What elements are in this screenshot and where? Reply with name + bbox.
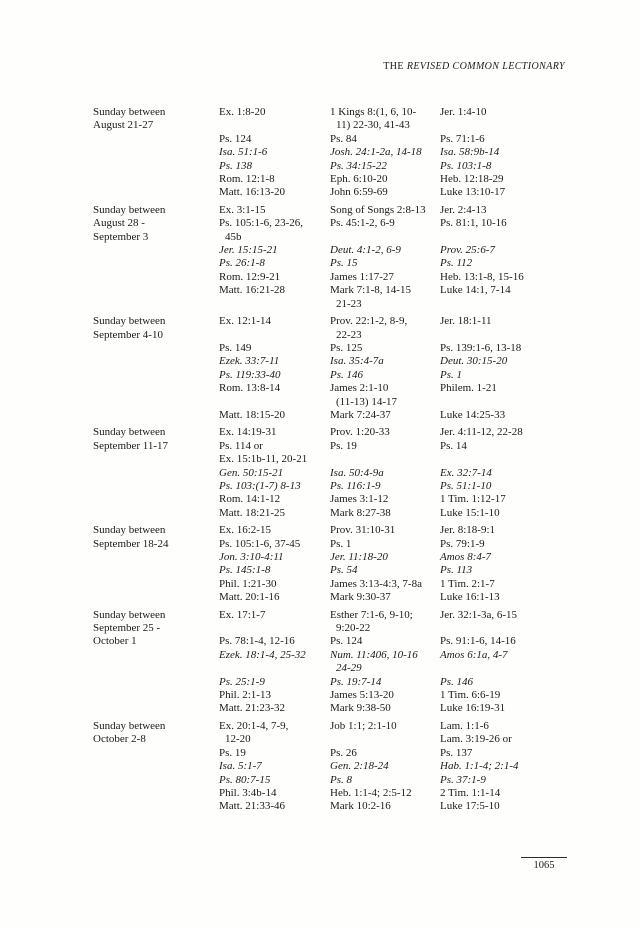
- reading-line: Ps. 105:1-6, 37-45: [219, 537, 301, 550]
- lectionary-row: [93, 720, 600, 814]
- date-line: October 1: [93, 635, 137, 648]
- date-line: September 18-24: [93, 537, 169, 550]
- reading-line: Ps. 1: [440, 368, 462, 381]
- reading-line: Ex. 3:1-15: [219, 203, 266, 216]
- readings-column-3: [440, 315, 600, 422]
- reading-line: Jer. 18:1-11: [440, 315, 492, 328]
- readings-column-2: [330, 720, 440, 814]
- reading-line: 24-29: [336, 662, 362, 675]
- reading-line: Heb. 12:18-29: [440, 173, 504, 186]
- reading-line: Luke 14:1, 7-14: [440, 284, 511, 297]
- reading-line: Jer. 1:4-10: [440, 106, 487, 118]
- reading-line: Ps. 25:1-9: [219, 675, 265, 688]
- reading-line: Luke 15:1-10: [440, 506, 500, 519]
- readings-column-2: [330, 609, 440, 716]
- reading-line: Ps. 116:1-9: [330, 479, 381, 492]
- reading-line: James 2:1-10: [330, 382, 389, 395]
- date-range: [93, 720, 219, 814]
- reading-line: John 6:59-69: [330, 186, 388, 199]
- reading-line: Amos 8:4-7: [440, 551, 492, 563]
- reading-line: [440, 622, 600, 635]
- reading-line: Ps. 15: [330, 257, 358, 270]
- reading-line: Ps. 26: [330, 746, 357, 759]
- reading-line: Luke 16:19-31: [440, 702, 506, 715]
- reading-line: Ex. 15:1b-11, 20-21: [219, 453, 308, 466]
- reading-line: Phil. 3:4b-14: [219, 786, 277, 799]
- readings-column-1: [219, 204, 330, 311]
- reading-line: Ezek. 18:1-4, 25-32: [219, 648, 306, 661]
- reading-line: Rom. 12:1-8: [219, 173, 275, 186]
- lectionary-row: [93, 315, 600, 422]
- reading-line: 1 Tim. 1:12-17: [440, 493, 506, 506]
- reading-line: Ps. 80:7-15: [219, 773, 271, 786]
- reading-line: Job 1:1; 2:1-10: [330, 719, 397, 732]
- date-line: September 25 -: [93, 622, 161, 635]
- reading-line: [219, 662, 330, 675]
- reading-line: Ps. 19:7-14: [330, 675, 382, 688]
- readings-column-1: [219, 426, 330, 520]
- date-range: [93, 609, 219, 716]
- readings-column-3: [440, 204, 600, 311]
- date-range: [93, 315, 219, 422]
- reading-line: Esther 7:1-6, 9-10;: [330, 608, 413, 621]
- lectionary-row: [93, 609, 600, 716]
- reading-line: Num. 11:406, 10-16: [330, 648, 418, 661]
- reading-line: Ps. 79:1-9: [440, 537, 485, 550]
- running-head-prefix: THE: [383, 61, 407, 72]
- reading-line: Matt. 21:33-46: [219, 800, 285, 813]
- reading-line: Ps. 54: [330, 564, 358, 577]
- reading-line: Ps. 124: [219, 132, 252, 145]
- readings-column-2: [330, 204, 440, 311]
- reading-line: Ps. 81:1, 10-16: [440, 217, 507, 230]
- readings-column-3: [440, 720, 600, 814]
- reading-line: [440, 453, 600, 466]
- readings-column-2: [330, 524, 440, 604]
- date-line: October 2-8: [93, 733, 146, 746]
- reading-line: Ps. 137: [440, 746, 473, 759]
- reading-line: Luke 17:5-10: [440, 800, 500, 813]
- reading-line: [330, 453, 440, 466]
- reading-line: Ps. 146: [440, 675, 473, 688]
- reading-line: [219, 298, 330, 311]
- reading-line: [219, 119, 330, 132]
- lectionary-row: [93, 524, 600, 604]
- reading-line: Song of Songs 2:8-13: [330, 203, 426, 216]
- reading-line: Jer. 2:4-13: [440, 203, 487, 216]
- reading-line: Matt. 21:23-32: [219, 702, 285, 715]
- date-line: Sunday between: [93, 426, 166, 439]
- reading-line: 45b: [225, 230, 242, 243]
- lectionary-table: [93, 106, 600, 818]
- reading-line: Eph. 6:10-20: [330, 173, 388, 186]
- reading-line: Gen. 50:15-21: [219, 466, 284, 479]
- reading-line: Ps. 1: [330, 537, 352, 550]
- readings-column-3: [440, 426, 600, 520]
- reading-line: 1 Tim. 2:1-7: [440, 577, 495, 590]
- lectionary-row: [93, 426, 600, 520]
- date-line: September 3: [93, 230, 149, 243]
- page-number: 1065: [533, 860, 555, 871]
- reading-line: 22-23: [336, 328, 362, 341]
- reading-line: Deut. 30:15-20: [440, 355, 508, 368]
- reading-line: Ps. 105:1-6, 23-26,: [219, 217, 304, 230]
- reading-line: Ps. 78:1-4, 12-16: [219, 635, 295, 648]
- reading-line: Ps. 146: [330, 368, 363, 381]
- reading-line: [219, 329, 330, 342]
- reading-line: [440, 231, 600, 244]
- reading-line: Jer. 8:18-9:1: [440, 524, 495, 537]
- date-line: August 21-27: [93, 119, 154, 132]
- date-line: Sunday between: [93, 608, 166, 621]
- readings-column-3: [440, 524, 600, 604]
- reading-line: Mark 7:24-37: [330, 408, 391, 421]
- reading-line: Ps. 84: [330, 132, 357, 145]
- reading-line: Ps. 114 or: [219, 439, 263, 452]
- reading-line: Prov. 31:10-31: [330, 524, 396, 537]
- reading-line: Mark 8:27-38: [330, 506, 391, 519]
- readings-column-3: [440, 106, 600, 200]
- readings-column-1: [219, 315, 330, 422]
- reading-line: 1 Kings 8:(1, 6, 10-: [330, 106, 417, 118]
- reading-line: Gen. 2:18-24: [330, 760, 389, 773]
- reading-line: Ps. 8: [330, 773, 352, 786]
- reading-line: Heb. 1:1-4; 2:5-12: [330, 786, 412, 799]
- reading-line: Ezek. 33:7-11: [219, 355, 280, 368]
- reading-line: Luke 16:1-13: [440, 591, 500, 604]
- reading-line: Ex. 16:2-15: [219, 524, 271, 537]
- reading-line: Matt. 18:21-25: [219, 506, 285, 519]
- reading-line: Matt. 16:13-20: [219, 186, 285, 199]
- reading-line: [440, 662, 600, 675]
- date-line: August 28 -: [93, 217, 145, 230]
- date-line: Sunday between: [93, 106, 166, 118]
- lectionary-row: [93, 106, 600, 200]
- reading-line: Ps. 138: [219, 159, 252, 172]
- reading-line: Ps. 112: [440, 257, 473, 270]
- reading-line: Ps. 19: [219, 746, 246, 759]
- reading-line: James 3:1-12: [330, 493, 389, 506]
- reading-line: [219, 396, 330, 409]
- reading-line: Jer. 15:15-21: [219, 244, 278, 257]
- reading-line: Isa. 50:4-9a: [330, 466, 384, 479]
- reading-line: James 3:13-4:3, 7-8a: [330, 577, 422, 590]
- reading-line: Matt. 20:1-16: [219, 591, 280, 604]
- date-line: Sunday between: [93, 315, 166, 328]
- reading-line: Ps. 139:1-6, 13-18: [440, 341, 522, 354]
- reading-line: 9:20-22: [336, 622, 371, 635]
- reading-line: Hab. 1:1-4; 2:1-4: [440, 760, 519, 773]
- reading-line: Rom. 12:9-21: [219, 270, 281, 283]
- readings-column-2: [330, 315, 440, 422]
- reading-line: James 5:13-20: [330, 689, 394, 702]
- lectionary-row: [93, 204, 600, 311]
- reading-line: [440, 119, 600, 132]
- reading-line: Deut. 4:1-2, 6-9: [330, 244, 401, 257]
- date-line: Sunday between: [93, 203, 166, 216]
- date-range: [93, 106, 219, 200]
- reading-line: Ex. 1:8-20: [219, 106, 266, 118]
- reading-line: Ps. 71:1-6: [440, 132, 485, 145]
- reading-line: Philem. 1-21: [440, 382, 497, 395]
- reading-line: Jer. 11:18-20: [330, 551, 388, 563]
- reading-line: Lam. 3:19-26 or: [440, 733, 512, 746]
- reading-line: 21-23: [336, 297, 362, 310]
- reading-line: Phil. 2:1-13: [219, 689, 271, 702]
- reading-line: Ps. 19: [330, 439, 357, 452]
- reading-line: Lam. 1:1-6: [440, 719, 489, 732]
- reading-line: 1 Tim. 6:6-19: [440, 689, 501, 702]
- reading-line: Mark 9:30-37: [330, 591, 391, 604]
- reading-line: Ex. 20:1-4, 7-9,: [219, 719, 289, 732]
- reading-line: Mark 7:1-8, 14-15: [330, 284, 411, 297]
- date-range: [93, 426, 219, 520]
- date-range: [93, 524, 219, 604]
- reading-line: Jon. 3:10-4:11: [219, 551, 284, 563]
- readings-column-2: [330, 426, 440, 520]
- reading-line: 2 Tim. 1:1-14: [440, 786, 501, 799]
- reading-line: Jer. 32:1-3a, 6-15: [440, 608, 517, 621]
- reading-line: Amos 6:1a, 4-7: [440, 648, 508, 661]
- reading-line: Ps. 91:1-6, 14-16: [440, 635, 516, 648]
- reading-line: Ps. 103:(1-7) 8-13: [219, 479, 301, 492]
- reading-line: Ps. 37:1-9: [440, 773, 486, 786]
- readings-column-3: [440, 609, 600, 716]
- reading-line: Mark 10:2-16: [330, 800, 391, 813]
- reading-line: Josh. 24:1-2a, 14-18: [330, 146, 422, 159]
- reading-line: [330, 231, 440, 244]
- reading-line: James 1:17-27: [330, 270, 394, 283]
- reading-line: Ex. 17:1-7: [219, 608, 266, 621]
- reading-line: Ps. 26:1-8: [219, 257, 265, 270]
- reading-line: Prov. 25:6-7: [440, 244, 495, 257]
- reading-line: Ps. 113: [440, 564, 473, 577]
- reading-line: 11) 22-30, 41-43: [336, 119, 410, 132]
- reading-line: Matt. 16:21-28: [219, 284, 285, 297]
- reading-line: Ps. 45:1-2, 6-9: [330, 217, 395, 230]
- reading-line: Ps. 119:33-40: [219, 368, 281, 381]
- reading-line: Ps. 14: [440, 439, 467, 452]
- reading-line: Ps. 103:1-8: [440, 159, 492, 172]
- readings-column-1: [219, 720, 330, 814]
- readings-column-1: [219, 106, 330, 200]
- reading-line: Ex. 32:7-14: [440, 466, 492, 479]
- reading-line: Ex. 14:19-31: [219, 426, 277, 439]
- reading-line: 12-20: [225, 733, 251, 746]
- reading-line: [219, 622, 330, 635]
- reading-line: Prov. 22:1-2, 8-9,: [330, 315, 408, 328]
- footer-rule: [521, 857, 567, 858]
- date-line: September 4-10: [93, 328, 163, 341]
- readings-column-1: [219, 609, 330, 716]
- reading-line: [440, 396, 600, 409]
- reading-line: Phil. 1:21-30: [219, 577, 277, 590]
- reading-line: [440, 298, 600, 311]
- reading-line: Heb. 13:1-8, 15-16: [440, 270, 524, 283]
- reading-line: [330, 733, 440, 746]
- reading-line: Isa. 35:4-7a: [330, 355, 384, 368]
- reading-line: Luke 14:25-33: [440, 408, 506, 421]
- reading-line: (11-13) 14-17: [336, 395, 397, 408]
- reading-line: Ex. 12:1-14: [219, 315, 271, 328]
- running-head-title: REVISED COMMON LECTIONARY: [406, 61, 565, 72]
- reading-line: Isa. 58:9b-14: [440, 146, 500, 159]
- reading-line: Ps. 149: [219, 341, 252, 354]
- reading-line: Ps. 145:1-8: [219, 564, 271, 577]
- reading-line: Rom. 13:8-14: [219, 382, 281, 395]
- reading-line: Ps. 124: [330, 635, 363, 648]
- date-line: Sunday between: [93, 719, 166, 732]
- date-line: September 11-17: [93, 439, 169, 452]
- running-head: [383, 61, 565, 72]
- reading-line: Prov. 1:20-33: [330, 426, 390, 439]
- reading-line: Jer. 4:11-12, 22-28: [440, 426, 523, 439]
- reading-line: [440, 329, 600, 342]
- page-footer: [521, 857, 567, 871]
- reading-line: Isa. 5:1-7: [219, 760, 262, 773]
- reading-line: Matt. 18:15-20: [219, 408, 285, 421]
- reading-line: Luke 13:10-17: [440, 186, 506, 199]
- date-line: Sunday between: [93, 524, 166, 537]
- date-range: [93, 204, 219, 311]
- reading-line: Isa. 51:1-6: [219, 146, 268, 159]
- reading-line: Rom. 14:1-12: [219, 493, 281, 506]
- readings-column-2: [330, 106, 440, 200]
- reading-line: Ps. 34:15-22: [330, 159, 387, 172]
- reading-line: Ps. 125: [330, 341, 363, 354]
- reading-line: Ps. 51:1-10: [440, 479, 492, 492]
- readings-column-1: [219, 524, 330, 604]
- reading-line: Mark 9:38-50: [330, 702, 391, 715]
